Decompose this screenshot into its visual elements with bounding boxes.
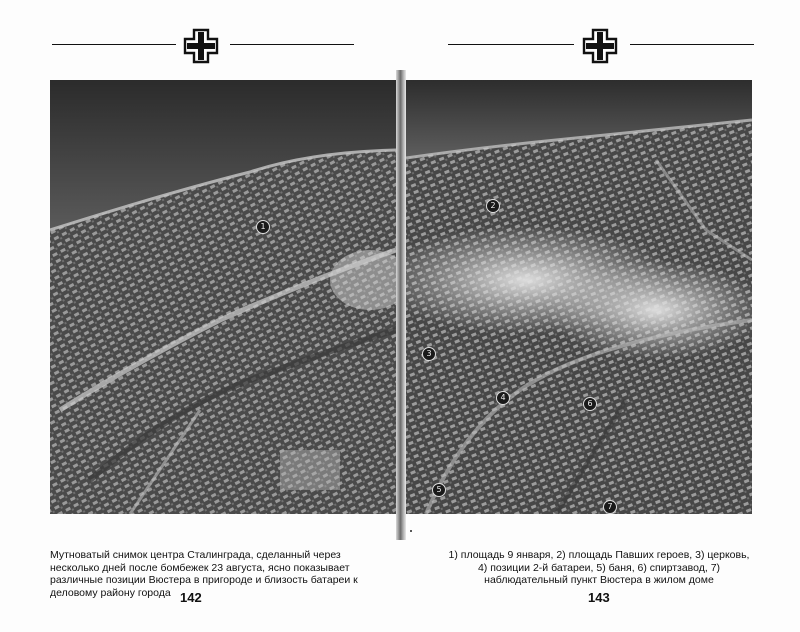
header-rule-left: [52, 44, 176, 45]
photo-marker: 1: [256, 220, 270, 234]
header-rule-left: [448, 44, 574, 45]
balkenkreuz-icon: [183, 28, 219, 64]
photo-caption: Мутноватый снимок центра Сталинграда, сделанный через несколько дней после бомбежек 23 августа, ясно показывает различные позиции Вюстера в пригороде и близость батареи к деловому району города: [50, 549, 358, 599]
header-rule-right: [230, 44, 354, 45]
right-page: [400, 0, 800, 632]
balkenkreuz-icon: [582, 28, 618, 64]
photo-marker: 3: [422, 347, 436, 361]
photo-marker: 2: [486, 199, 500, 213]
aerial-photo-left: [50, 80, 396, 514]
photo-marker: 5: [432, 483, 446, 497]
photo-caption: 1) площадь 9 января, 2) площадь Павших героев, 3) церковь, 4) позиции 2-й батареи, 5) баня, 6) спиртзавод, 7) наблюдательный пункт Вюстера в жилом доме: [448, 549, 750, 587]
page-number: 142: [180, 590, 202, 605]
photo-marker: 7: [603, 500, 617, 514]
aerial-photo-right: [406, 80, 752, 514]
photo-marker: 4: [496, 391, 510, 405]
header-rule-right: [630, 44, 754, 45]
photo-marker: 6: [583, 397, 597, 411]
page-number: 143: [588, 590, 610, 605]
